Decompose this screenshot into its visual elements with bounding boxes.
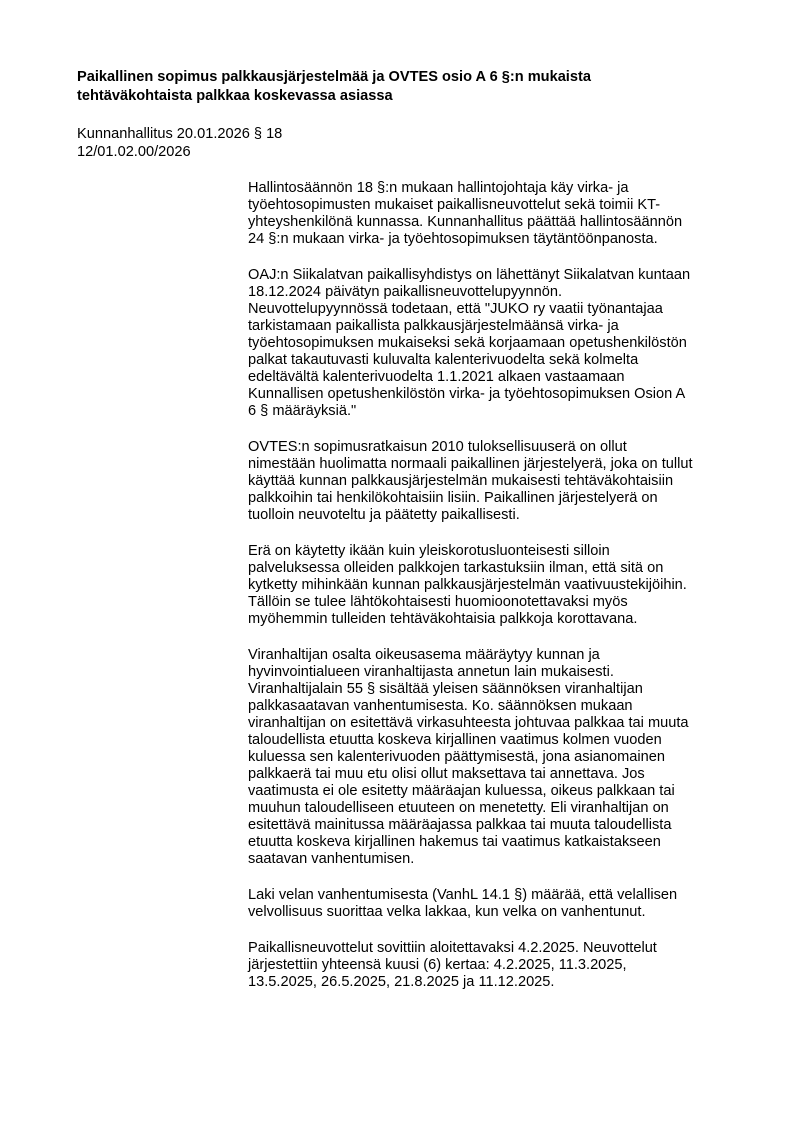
paragraph-line: palkkoihin tai henkilökohtaisiin lisiin. Paikallinen järjestelyerä on <box>248 490 658 506</box>
paragraph-line: Viranhaltijan osalta oikeusasema määräytyy kunnan ja <box>248 647 600 663</box>
paragraph-line: Paikallisneuvottelut sovittiin aloitettavaksi 4.2.2025. Neuvottelut <box>248 940 657 956</box>
paragraph-line: Tällöin se tulee lähtökohtaisesti huomioonotettavaksi myös <box>248 594 628 610</box>
paragraph-line: tuolloin neuvoteltu ja päätetty paikallisesti. <box>248 507 520 523</box>
paragraph-line: Erä on käytetty ikään kuin yleiskorotusluonteisesti silloin <box>248 543 610 559</box>
paragraph-line: myöhemmin tulleiden tehtäväkohtaisia palkkoja korottavana. <box>248 611 638 627</box>
body-paragraph <box>248 543 748 628</box>
body-paragraph <box>248 439 748 524</box>
paragraph-line: yhteyshenkilönä kunnassa. Kunnanhallitus päättää hallintosäännön <box>248 214 683 230</box>
paragraph-line: käyttää kunnan palkkausjärjestelmän mukaisesti tehtäväkohtaisiin <box>248 473 674 489</box>
paragraph-line: esitettävä mainitussa määräajassa palkkaa tai muuta taloudellista <box>248 817 672 833</box>
paragraph-line: viranhaltijan on esitettävä virkasuhteesta johtuvaa palkkaa tai muuta <box>248 715 689 731</box>
body-paragraph <box>248 887 748 921</box>
paragraph-line: Kunnallisen opetushenkilöstön virka- ja työehtosopimuksen Osion A <box>248 386 686 402</box>
document-body <box>248 180 748 1010</box>
paragraph-line: vaatimusta ei ole esitetty määräajan kuluessa, oikeus palkkaan tai <box>248 783 675 799</box>
paragraph-line: kytketty mihinkään kunnan palkkausjärjestelmän vaativuustekijöihin. <box>248 577 687 593</box>
paragraph-line: velvollisuus suorittaa velka lakkaa, kun velka on vanhentunut. <box>248 904 646 920</box>
paragraph-line: palveluksessa olleiden palkkojen tarkastuksiin ilman, että sitä on <box>248 560 664 576</box>
paragraph-line: OAJ:n Siikalatvan paikallisyhdistys on lähettänyt Siikalatvan kuntaan <box>248 267 691 283</box>
paragraph-line: Neuvottelupyynnössä todetaan, että "JUKO ry vaatii työnantajaa <box>248 301 663 317</box>
paragraph-line: palkat takautuvasti kuluvalta kalenterivuodelta sekä kolmelta <box>248 352 639 368</box>
title-line: Paikallinen sopimus palkkausjärjestelmää ja OVTES osio A 6 §:n mukaista <box>77 69 591 85</box>
paragraph-line: Laki velan vanhentumisesta (VanhL 14.1 §) määrää, että velallisen <box>248 887 678 903</box>
paragraph-line: kuluessa sen kalenterivuoden päättymisestä, jona asianomainen <box>248 749 665 765</box>
paragraph-line: 6 § määräyksiä." <box>248 403 357 419</box>
paragraph-line: työehtosopimuksen mukaiseksi sekä korjaamaan opetushenkilöstön <box>248 335 687 351</box>
record-number: 12/01.02.00/2026 <box>77 144 191 160</box>
document-meta <box>77 125 282 161</box>
paragraph-line: 24 §:n mukaan virka- ja työehtosopimuksen täytäntöönpanosta. <box>248 231 658 247</box>
paragraph-line: Viranhaltijalain 55 § sisältää yleisen säännöksen viranhaltijan <box>248 681 643 697</box>
paragraph-line: 13.5.2025, 26.5.2025, 21.8.2025 ja 11.12.2025. <box>248 974 555 990</box>
paragraph-line: Hallintosäännön 18 §:n mukaan hallintojohtaja käy virka- ja <box>248 180 629 196</box>
paragraph-line: saatavan vanhentumisen. <box>248 851 415 867</box>
document-title <box>77 68 697 106</box>
title-line: tehtäväkohtaista palkkaa koskevassa asiassa <box>77 88 393 104</box>
paragraph-line: edeltävältä kalenterivuodelta 1.1.2021 alkaen vastaamaan <box>248 369 625 385</box>
paragraph-line: palkkasaatavan vanhentumisesta. Ko. säännöksen mukaan <box>248 698 633 714</box>
body-paragraph <box>248 180 748 248</box>
paragraph-line: palkkaerä tai muu etu olisi ollut maksettava tai annettava. Jos <box>248 766 645 782</box>
paragraph-line: työehtosopimusten mukaiset paikallisneuvottelut sekä toimii KT- <box>248 197 661 213</box>
paragraph-line: OVTES:n sopimusratkaisun 2010 tuloksellisuuserä on ollut <box>248 439 627 455</box>
paragraph-line: muuhun taloudelliseen etuuteen on menetetty. Eli viranhaltijan on <box>248 800 669 816</box>
paragraph-line: taloudellista etuutta koskeva kirjallinen vaatimus kolmen vuoden <box>248 732 662 748</box>
paragraph-line: etuutta koskeva kirjallinen hakemus tai vaatimus katkaistakseen <box>248 834 661 850</box>
paragraph-line: hyvinvointialueen viranhaltijasta annetun lain mukaisesti. <box>248 664 614 680</box>
paragraph-line: 18.12.2024 päivätyn paikallisneuvottelupyynnön. <box>248 284 562 300</box>
body-paragraph <box>248 647 748 868</box>
body-paragraph <box>248 940 748 991</box>
paragraph-line: nimestään huolimatta normaali paikallinen järjestelyerä, joka on tullut <box>248 456 693 472</box>
body-paragraph <box>248 267 748 420</box>
paragraph-line: järjestettiin yhteensä kuusi (6) kertaa: 4.2.2025, 11.3.2025, <box>248 957 627 973</box>
paragraph-line: tarkistamaan paikallista palkkausjärjestelmäänsä virka- ja <box>248 318 619 334</box>
meeting-reference: Kunnanhallitus 20.01.2026 § 18 <box>77 126 283 142</box>
